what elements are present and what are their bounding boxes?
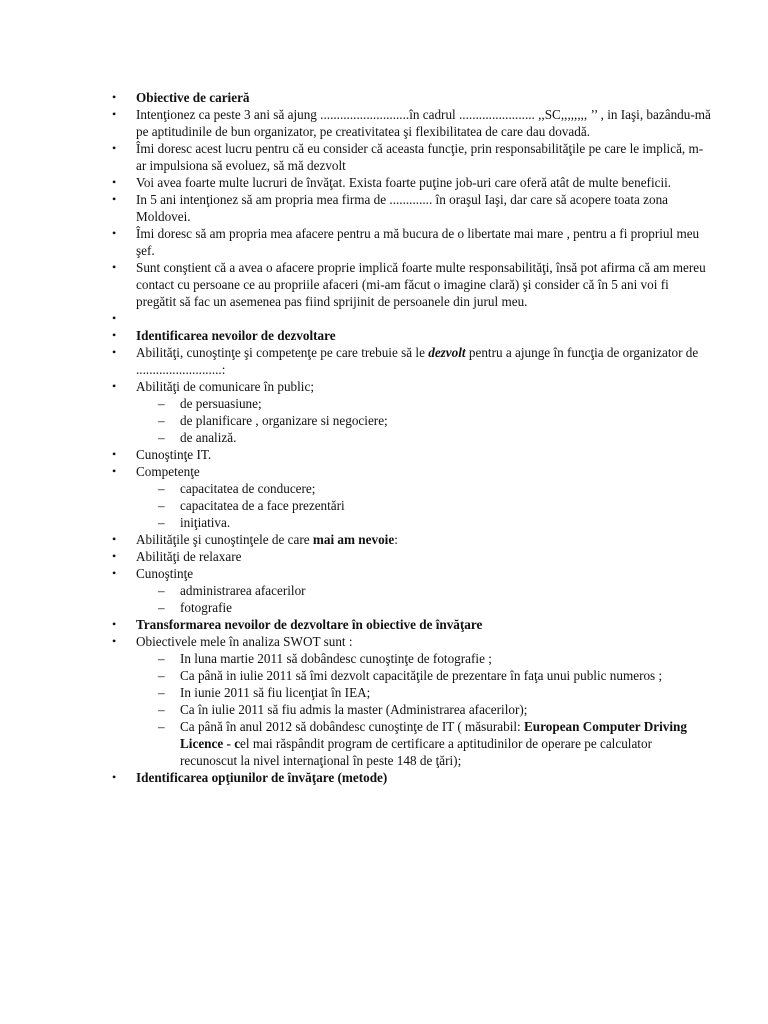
list-item-text: Intenţionez ca peste 3 ani să ajung ...........................în cadrul ....................... ,,SC,,,,,,,, ’’ , in Iaşi, bazându-mă pe aptitudinile de bun organizator, pe creativitatea şi flexibilitatea de care dau dovadă.	[136, 107, 711, 139]
bullet-icon: •	[112, 617, 117, 631]
bullet-icon: •	[112, 379, 117, 393]
sub-list-item-text: de persuasiune;	[180, 396, 262, 411]
section-heading: Obiective de carieră	[136, 90, 250, 105]
sub-list-item	[112, 667, 712, 684]
list-item	[112, 174, 712, 191]
list-item	[112, 531, 712, 548]
bullet-icon: •	[112, 328, 117, 342]
bullet-icon: •	[112, 175, 117, 189]
sub-list-item-text: Ca până în anul 2012 să dobândesc cunoştinţe de IT ( măsurabil: European Computer Driving Licence - cel mai răspândit program de certificare a aptitudinilor de operare pe calculator recunoscut la nivel internaţional în peste 148 de ţări);	[180, 719, 687, 768]
list-item	[112, 548, 712, 565]
bullet-icon: •	[112, 532, 117, 546]
list-item-text: Abilităţi de relaxare	[136, 549, 242, 564]
sub-list-item	[112, 599, 712, 616]
emphasis-text: dezvolt	[428, 345, 466, 360]
list-item-text: Obiectivele mele în analiza SWOT sunt :	[136, 634, 353, 649]
list-item-text: Abilităţi, cunoştinţe şi competenţe pe care trebuie să le dezvolt pentru a ajunge în funcţia de organizator de ..........................:	[136, 345, 699, 377]
sub-list-item	[112, 429, 712, 446]
sub-list-item	[112, 480, 712, 497]
bullet-icon: •	[112, 634, 117, 648]
sub-list-item	[112, 684, 712, 701]
dash-icon: –	[158, 413, 165, 428]
sub-list-item-text: In luna martie 2011 să dobândesc cunoştinţe de fotografie ;	[180, 651, 492, 666]
list-item-text	[136, 311, 139, 326]
bullet-icon: •	[112, 107, 117, 121]
section-heading: Identificarea opţiunilor de învăţare (metode)	[136, 770, 388, 785]
list-item-development-needs	[112, 327, 712, 344]
list-item	[112, 378, 712, 395]
sub-list-item	[112, 412, 712, 429]
sub-list-item-text: administrarea afacerilor	[180, 583, 306, 598]
list-item	[112, 191, 712, 225]
sub-list-item	[112, 650, 712, 667]
sub-list-item	[112, 497, 712, 514]
list-item-text: Voi avea foarte multe lucruri de învăţat. Exista foarte puţine job-uri care oferă atât de multe beneficii.	[136, 175, 672, 190]
dash-icon: –	[158, 430, 165, 445]
bullet-icon: •	[112, 770, 117, 784]
list-item	[112, 446, 712, 463]
dash-icon: –	[158, 600, 165, 615]
sub-list-item-text: Ca în iulie 2011 să fiu admis la master (Administrarea afacerilor);	[180, 702, 528, 717]
list-item-text: Abilităţile şi cunoştinţele de care mai am nevoie:	[136, 532, 398, 547]
document-body	[112, 89, 712, 786]
list-item	[112, 259, 712, 310]
list-item-text: In 5 ani intenţionez să am propria mea firma de ............. în oraşul Iaşi, dar care să acopere toata zona Moldovei.	[136, 192, 669, 224]
bullet-icon: •	[112, 141, 117, 155]
sub-list-item-text: capacitatea de a face prezentări	[180, 498, 345, 513]
list-item-text: Sunt conştient că a avea o afacere proprie implică foarte multe responsabilităţi, însă pot afirma că am mereu contact cu persoane ce au propriile afaceri (mi-am făcut o imagine clară) şi consider că în 5 ani voi fi pregătit să fac un asemenea pas fiind sprijinit de persoanele din jurul meu.	[136, 260, 706, 309]
sub-list-item-text: iniţiativa.	[180, 515, 231, 530]
dash-icon: –	[158, 515, 165, 530]
bullet-icon: •	[112, 549, 117, 563]
sub-list-item	[112, 514, 712, 531]
list-item-empty	[112, 310, 712, 327]
dash-icon: –	[158, 702, 165, 717]
sub-list-item-text: In iunie 2011 să fiu licenţiat în IEA;	[180, 685, 371, 700]
bullet-icon: •	[112, 311, 117, 325]
bullet-icon: •	[112, 192, 117, 206]
list-item-text: Îmi doresc acest lucru pentru că eu consider că aceasta funcţie, prin responsabilităţile pe care le implică, m-ar impulsiona să evoluez, să mă dezvolt	[136, 141, 704, 173]
list-item-text: Îmi doresc să am propria mea afacere pentru a mă bucura de o libertate mai mare , pentru a fi propriul meu şef.	[136, 226, 700, 258]
list-item-text: Cunoştinţe IT.	[136, 447, 212, 462]
bullet-icon: •	[112, 260, 117, 274]
list-item	[112, 106, 712, 140]
section-heading: Transformarea nevoilor de dezvoltare în obiective de învăţare	[136, 617, 483, 632]
bullet-icon: •	[112, 566, 117, 580]
sub-list-item	[112, 701, 712, 718]
dash-icon: –	[158, 583, 165, 598]
sub-list-item	[112, 395, 712, 412]
list-item	[112, 225, 712, 259]
list-item	[112, 140, 712, 174]
dash-icon: –	[158, 719, 165, 734]
dash-icon: –	[158, 651, 165, 666]
dash-icon: –	[158, 668, 165, 683]
bullet-icon: •	[112, 345, 117, 359]
list-item	[112, 463, 712, 480]
bullet-icon: •	[112, 447, 117, 461]
sub-list-item	[112, 582, 712, 599]
sub-list-item-text: fotografie	[180, 600, 232, 615]
list-item-text: Competenţe	[136, 464, 200, 479]
sub-list-item	[112, 718, 712, 769]
list-item-learning-objectives	[112, 616, 712, 633]
sub-list-item-text: de planificare , organizare si negociere;	[180, 413, 388, 428]
section-heading: Identificarea nevoilor de dezvoltare	[136, 328, 336, 343]
sub-list-item-text: Ca până in iulie 2011 să îmi dezvolt capacităţile de prezentare în faţa unui public numeros ;	[180, 668, 663, 683]
dash-icon: –	[158, 685, 165, 700]
list-item-text: Cunoştinţe	[136, 566, 194, 581]
strong-text: mai am nevoie	[312, 532, 395, 547]
dash-icon: –	[158, 498, 165, 513]
list-item-text: Abilităţi de comunicare în public;	[136, 379, 314, 394]
bullet-icon: •	[112, 226, 117, 240]
bullet-icon: •	[112, 464, 117, 478]
list-item-learning-options	[112, 769, 712, 786]
list-item	[112, 633, 712, 650]
dash-icon: –	[158, 481, 165, 496]
sub-list-item-text: de analiză.	[180, 430, 237, 445]
list-item	[112, 565, 712, 582]
list-item-career-objectives	[112, 89, 712, 106]
bullet-icon: •	[112, 90, 117, 104]
strong-text: European Computer Driving Licence - c	[180, 719, 687, 751]
dash-icon: –	[158, 396, 165, 411]
sub-list-item-text: capacitatea de conducere;	[180, 481, 316, 496]
list-item	[112, 344, 712, 378]
